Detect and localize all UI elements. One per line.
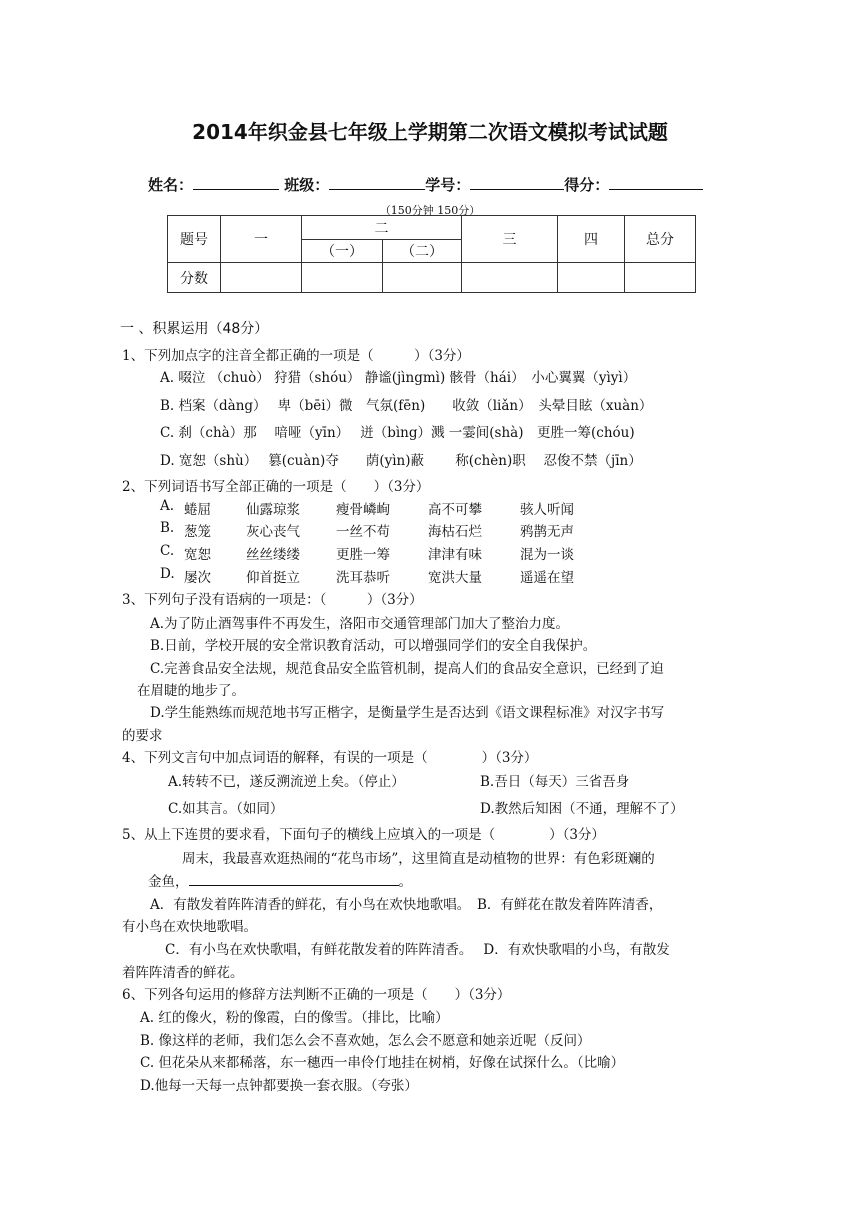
section-heading: 一 、积累运用（48分） <box>120 321 269 337</box>
word-cell: 混为一谈 <box>520 547 574 563</box>
question-5-stem: 5、从上下连贯的要求看，下面句子的横线上应填入的一项是（ ）（3分） <box>122 827 605 843</box>
name-label: 姓名： <box>148 176 194 194</box>
number-blank[interactable] <box>470 175 564 190</box>
score-table <box>167 215 696 293</box>
col-2a-header: （一） <box>302 240 383 263</box>
passage-text: 金鱼， <box>148 874 189 890</box>
question-1-option-c: C. 刹（chà）那 喑哑（yīn） 迸（bìng）溅 一霎间(shà) 更胜一筹(chóu) <box>160 425 635 441</box>
option-letter: C. <box>160 543 175 559</box>
word-cell: 鸦鹊无声 <box>520 524 574 540</box>
word-cell: 宽恕 <box>184 547 211 563</box>
col-3-header: 三 <box>462 216 558 263</box>
student-info-line <box>148 174 703 195</box>
question-5-options-ab: A．有散发着阵阵清香的鲜花，有小鸟在欢快地歌唱。 B．有鲜花在散发着阵阵清香， <box>150 897 663 913</box>
question-3-option-d: D.学生能熟练而规范地书写正楷字，是衡量学生是否达到《语文课程标准》对汉字书写 <box>150 705 665 721</box>
word-cell: 骇人听闻 <box>520 502 574 518</box>
question-2-stem: 2、下列词语书写全部正确的一项是（ ）（3分） <box>122 479 430 495</box>
total-header: 总分 <box>625 216 696 263</box>
passage-end: 。 <box>398 874 412 890</box>
question-4-stem: 4、下列文言句中加点词语的解释，有误的一项是（ ）（3分） <box>122 750 538 766</box>
question-1-option-d: D. 宽恕（shù） 篡(cuàn)夺 荫(yìn)蔽 称(chèn)职 忍俊不禁（jīn） <box>160 453 642 469</box>
col-4-header: 四 <box>558 216 625 263</box>
word-cell: 一丝不苟 <box>336 524 390 540</box>
word-cell: 高不可攀 <box>428 502 482 518</box>
score-cell[interactable] <box>383 263 462 293</box>
question-4-option-c: C.如其言。（如同） <box>168 801 284 817</box>
question-6-option-c: C. 但花朵从来都稀落，东一穗西一串伶仃地挂在树梢，好像在试探什么。（比喻） <box>140 1055 625 1071</box>
score-cell[interactable] <box>625 263 696 293</box>
fill-blank[interactable] <box>189 871 399 886</box>
question-3-option-b: B.日前，学校开展的安全常识教育活动，可以增强同学们的安全自我保护。 <box>150 638 597 654</box>
row-head-label: 题号 <box>168 216 221 263</box>
name-blank[interactable] <box>193 175 279 190</box>
class-blank[interactable] <box>329 175 425 190</box>
question-5-options-cd-cont: 着阵阵清香的鲜花。 <box>122 965 244 981</box>
exam-duration: （150分钟 150分） <box>379 204 481 217</box>
question-1-option-a: A. 啜泣 （chuò） 狩猎（shóu） 静谧(jìngmì) 骸骨（hái） 小心翼翼（yìyì） <box>160 370 637 386</box>
question-3-option-c: C.完善食品安全法规，规范食品安全监管机制，提高人们的食品安全意识，已经到了迫 <box>150 661 664 677</box>
question-6-option-a: A. 红的像火，粉的像霞，白的像雪。（排比，比喻） <box>140 1010 449 1026</box>
word-cell: 洗耳恭听 <box>336 570 390 586</box>
row-score-label: 分数 <box>168 263 221 293</box>
word-cell: 瘦骨嶙峋 <box>336 502 390 518</box>
question-4-option-d: D.教然后知困（不通，理解不了） <box>480 801 684 817</box>
col-1-header: 一 <box>221 216 302 263</box>
question-3-option-d-cont: 的要求 <box>122 728 163 744</box>
word-cell: 蜷屈 <box>184 502 211 518</box>
word-cell: 遥遥在望 <box>520 570 574 586</box>
score-cell[interactable] <box>462 263 558 293</box>
option-letter: D. <box>160 566 175 582</box>
option-letter: B. <box>160 520 175 536</box>
word-cell: 更胜一筹 <box>336 547 390 563</box>
word-cell: 宽洪大量 <box>428 570 482 586</box>
word-cell: 丝丝缕缕 <box>246 547 300 563</box>
question-4-option-a: A.转转不已，遂反溯流逆上矣。（停止） <box>168 774 405 790</box>
question-5-options-cd: C．有小鸟在欢快歌唱，有鲜花散发着的阵阵清香。 D．有欢快歌唱的小鸟，有散发 <box>165 942 670 958</box>
question-3-option-a: A.为了防止酒驾事件不再发生，洛阳市交通管理部门加大了整治力度。 <box>150 616 570 632</box>
question-4-option-b: B.吾日（每天）三省吾身 <box>480 774 630 790</box>
class-label: 班级： <box>284 176 330 194</box>
number-label: 学号： <box>425 176 471 194</box>
word-cell: 津津有味 <box>428 547 482 563</box>
score-cell[interactable] <box>221 263 302 293</box>
score-cell[interactable] <box>558 263 625 293</box>
option-letter: A. <box>160 498 175 514</box>
word-cell: 屡次 <box>184 570 211 586</box>
question-1-stem: 1、下列加点字的注音全都正确的一项是（ ）（3分） <box>122 348 470 364</box>
word-cell: 灰心丧气 <box>246 524 300 540</box>
question-1-option-b: B. 档案（dàng） 卑（bēi）微 气氛(fēn) 收敛（liǎn） 头晕目眩（xuàn） <box>160 398 653 414</box>
word-cell: 葱笼 <box>184 524 211 540</box>
question-3-stem: 3、下列句子没有语病的一项是：（ ）（3分） <box>122 592 423 608</box>
score-label: 得分： <box>564 176 610 194</box>
question-3-option-c-cont: 在眉睫的地步了。 <box>137 683 245 699</box>
question-6-stem: 6、下列各句运用的修辞方法判断不正确的一项是（ ）（3分） <box>122 987 511 1003</box>
question-5-passage-cont <box>148 870 412 890</box>
col-2-header: 二 <box>302 216 462 240</box>
word-cell: 仙露琼浆 <box>246 502 300 518</box>
question-6-option-d: D.他每一天每一点钟都要换一套衣服。（夸张） <box>140 1078 418 1094</box>
score-blank[interactable] <box>609 175 703 190</box>
score-cell[interactable] <box>302 263 383 293</box>
question-5-passage: 周末，我最喜欢逛热闹的“花鸟市场”，这里简直是动植物的世界：有色彩斑斓的 <box>182 851 655 867</box>
page-title: 2014年织金县七年级上学期第二次语文模拟考试试题 <box>192 120 668 144</box>
col-2b-header: （二） <box>383 240 462 263</box>
word-cell: 仰首挺立 <box>246 570 300 586</box>
question-5-options-ab-cont: 有小鸟在欢快地歌唱。 <box>122 919 257 935</box>
question-6-option-b: B. 像这样的老师，我们怎么会不喜欢她，怎么会不愿意和她亲近呢（反问） <box>140 1033 591 1049</box>
word-cell: 海枯石烂 <box>428 524 482 540</box>
